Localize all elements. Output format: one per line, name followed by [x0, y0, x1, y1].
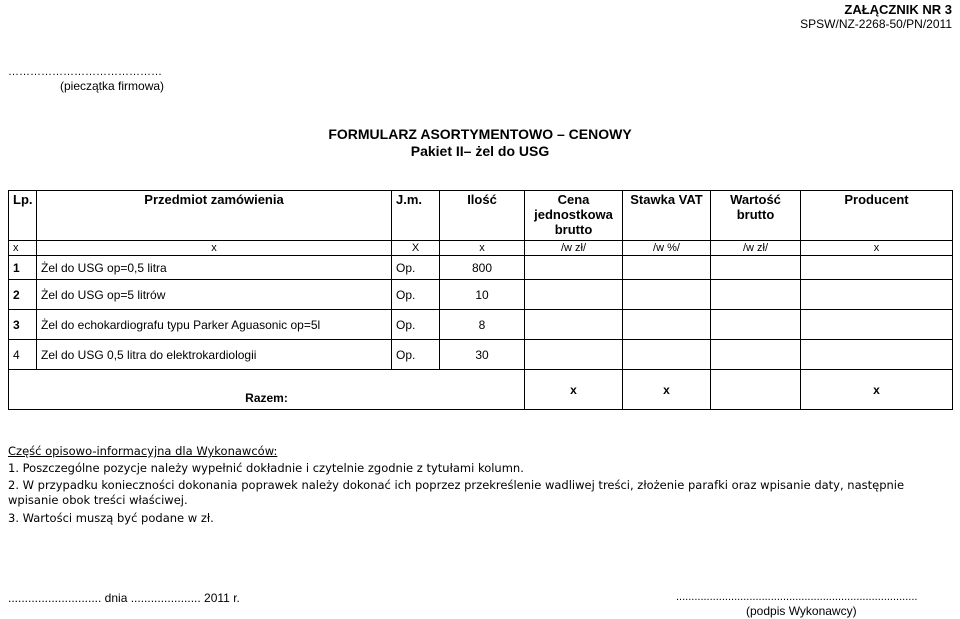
row-subject: Żel do USG op=0,5 litra [37, 256, 392, 280]
table-row [9, 256, 953, 280]
stamp-label: (pieczątka firmowa) [60, 79, 165, 93]
table-row [9, 340, 953, 370]
header-unit: J.m. [392, 191, 440, 241]
row-quantity: 8 [440, 310, 525, 340]
row-lp: 3 [9, 310, 37, 340]
row-lp: 1 [9, 256, 37, 280]
row-value-cell[interactable] [711, 310, 801, 340]
units-row [9, 241, 953, 256]
row-subject: Żel do echokardiografu typu Parker Aguasonic op=5l [37, 310, 392, 340]
row-subject: Zel do USG 0,5 litra do elektrokardiologii [37, 340, 392, 370]
signature-label: (podpis Wykonawcy) [746, 604, 857, 618]
total-row [9, 370, 953, 410]
row-quantity: 30 [440, 340, 525, 370]
total-price-x: x [525, 370, 623, 410]
row-vat-cell[interactable] [623, 256, 711, 280]
total-vat-x: x [623, 370, 711, 410]
total-producer-x: x [801, 370, 953, 410]
row-vat-cell[interactable] [623, 340, 711, 370]
units-vat: /w %/ [623, 241, 711, 256]
row-unit: Op. [392, 256, 440, 280]
total-label: Razem: [9, 370, 525, 410]
header-price: Cena jednostkowa brutto [525, 191, 623, 241]
row-price-cell[interactable] [525, 310, 623, 340]
form-title: FORMULARZ ASORTYMENTOWO – CENOWY [328, 126, 632, 142]
note-item: 1. Poszczególne pozycje należy wypełnić dokładnie i czytelnie zgodnie z tytułami kolumn. [8, 461, 524, 475]
row-vat-cell[interactable] [623, 310, 711, 340]
units-subject: x [37, 241, 392, 256]
row-vat-cell[interactable] [623, 280, 711, 310]
units-unit: X [392, 241, 440, 256]
package-title: Pakiet II– żel do USG [410, 143, 550, 159]
header-vat: Stawka VAT [623, 191, 711, 241]
header-value: Wartość brutto [711, 191, 801, 241]
row-unit: Op. [392, 280, 440, 310]
note-item: 2. W przypadku konieczności dokonania poprawek należy dokonać ich poprzez przekreślenie wadliwej treści, złożenie parafki oraz wpisanie daty, następnie wpisanie obok treści właściwej. [8, 478, 905, 507]
note-item: 3. Wartości muszą być podane w zł. [8, 511, 214, 525]
row-price-cell[interactable] [525, 256, 623, 280]
table-row [9, 280, 953, 310]
table-row [9, 310, 953, 340]
row-quantity: 800 [440, 256, 525, 280]
row-producer-cell[interactable] [801, 280, 953, 310]
annex-number: ZAŁĄCZNIK NR 3 [844, 2, 952, 17]
row-value-cell[interactable] [711, 340, 801, 370]
row-producer-cell[interactable] [801, 340, 953, 370]
row-subject: Żel do USG op=5 litrów [37, 280, 392, 310]
pricing-table [8, 190, 953, 410]
stamp-dots: …………………………………… [8, 66, 162, 78]
units-lp: x [9, 241, 37, 256]
date-line: ............................ dnia ..................... 2011 r. [8, 591, 240, 605]
header-producer: Producent [801, 191, 953, 241]
row-producer-cell[interactable] [801, 256, 953, 280]
signature-dots: ............................................................................... [676, 591, 918, 603]
units-price: /w zł/ [525, 241, 623, 256]
header-quantity: Ilość [440, 191, 525, 241]
row-producer-cell[interactable] [801, 310, 953, 340]
row-quantity: 10 [440, 280, 525, 310]
row-unit: Op. [392, 340, 440, 370]
header-subject: Przedmiot zamówienia [37, 191, 392, 241]
total-value-cell[interactable] [711, 370, 801, 410]
units-value: /w zł/ [711, 241, 801, 256]
row-price-cell[interactable] [525, 340, 623, 370]
header-lp: Lp. [9, 191, 37, 241]
notes-heading: Część opisowo-informacyjna dla Wykonawców: [8, 444, 278, 458]
reference-number: SPSW/NZ-2268-50/PN/2011 [800, 17, 952, 31]
row-value-cell[interactable] [711, 256, 801, 280]
units-producer: x [801, 241, 953, 256]
table-header-row [9, 191, 953, 241]
row-lp: 2 [9, 280, 37, 310]
row-price-cell[interactable] [525, 280, 623, 310]
row-unit: Op. [392, 310, 440, 340]
row-lp: 4 [9, 340, 37, 370]
units-quantity: x [440, 241, 525, 256]
row-value-cell[interactable] [711, 280, 801, 310]
